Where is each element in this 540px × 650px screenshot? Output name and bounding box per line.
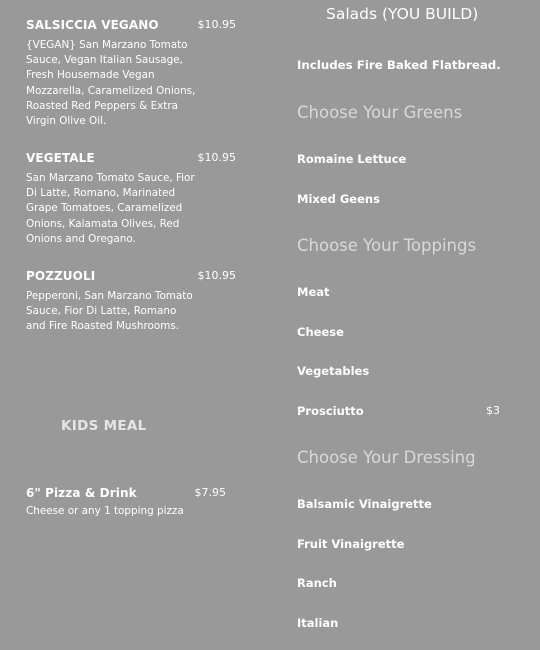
- menu-item-vegetale: [26, 151, 236, 247]
- toppings-heading: Choose Your Toppings: [297, 236, 477, 255]
- topping-option: Prosciutto: [297, 404, 364, 418]
- salads-includes-note: Includes Fire Baked Flatbread.: [297, 58, 501, 72]
- topping-option: Meat: [297, 285, 330, 299]
- greens-option: Mixed Geens: [297, 192, 380, 206]
- item-name: VEGETALE: [26, 151, 95, 165]
- topping-option: Vegetables: [297, 364, 370, 378]
- item-price: $10.95: [197, 151, 236, 164]
- dressing-option: Ranch: [297, 576, 337, 590]
- dressing-option: Balsamic Vinaigrette: [297, 497, 432, 511]
- item-description: {VEGAN} San Marzano Tomato Sauce, Vegan Italian Sausage, Fresh Housemade Vegan Mozzarella, Caramelized Onions, Roasted Red Peppers & Extra Virgin Olive Oil.: [26, 39, 196, 128]
- item-description: Cheese or any 1 topping pizza: [26, 505, 184, 517]
- salads-heading: Salads (YOU BUILD): [326, 5, 479, 23]
- greens-option: Romaine Lettuce: [297, 152, 407, 166]
- item-price: $10.95: [197, 269, 236, 282]
- item-description: Pepperoni, San Marzano Tomato Sauce, Fior Di Latte, Romano and Fire Roasted Mushrooms.: [26, 290, 193, 333]
- dressing-option: Fruit Vinaigrette: [297, 537, 405, 551]
- dressing-heading: Choose Your Dressing: [297, 448, 476, 467]
- kids-meal-heading: KIDS MEAL: [61, 418, 147, 434]
- topping-option: Cheese: [297, 325, 344, 339]
- item-price: $7.95: [194, 486, 226, 499]
- dressing-option: Italian: [297, 616, 339, 630]
- greens-heading: Choose Your Greens: [297, 103, 463, 122]
- item-name: SALSICCIA VEGANO: [26, 18, 159, 32]
- menu-item-salsiccia-vegano: [26, 18, 236, 129]
- item-description: San Marzano Tomato Sauce, Fior Di Latte, Romano, Marinated Grape Tomatoes, Caramelized Onions, Kalamata Olives, Red Onions and Oregano.: [26, 172, 195, 245]
- item-name: POZZUOLI: [26, 269, 96, 283]
- item-price: $10.95: [197, 18, 236, 31]
- prosciutto-price: $3: [486, 404, 500, 417]
- item-name: 6" Pizza & Drink: [26, 486, 137, 500]
- menu-item-kids-pizza: [26, 486, 236, 519]
- menu-item-pozzuoli: [26, 269, 236, 335]
